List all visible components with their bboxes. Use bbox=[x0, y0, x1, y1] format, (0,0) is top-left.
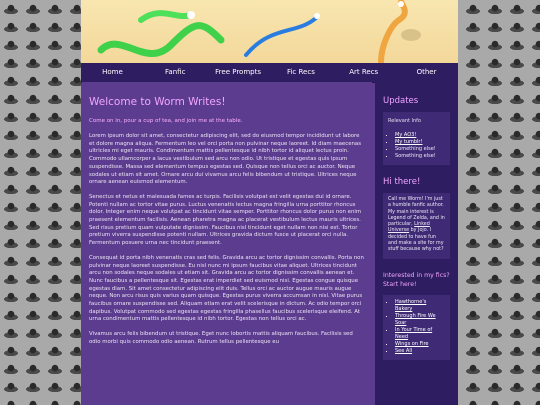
linked-universe-link[interactable]: Linked Universe bbox=[388, 222, 430, 234]
nav-art-recs[interactable]: Art Recs bbox=[349, 68, 379, 76]
header-banner bbox=[81, 0, 458, 63]
green-worm bbox=[101, 26, 221, 54]
fic-link[interactable]: Wings on Fire bbox=[395, 340, 429, 347]
ao3-link[interactable]: My AO3! bbox=[395, 132, 417, 138]
body-paragraph: Consequat id porta nibh venenatis cras sed felis. Gravida arcu ac tortor dignissim convallis. Porta non pulvinar neque laoreet suspendisse. Eu nisl nunc mi ipsum faucibus vitae aliquet. Ultrices tincidunt arcu non sodales neque sodales ut etiam sit. Gravida arcu ac tortor dignissim convallis aenean et. Nunc faucibus a pellentesque sit. Egestas erat imperdiet sed euismod nisi. Egestas congue quisque egestas diam. Sit amet consectetur adipiscing elit duis. Tellus orci ac auctor augue mauris augue neque. Non arcu risus quis varius quam quisque. Egestas purus viverra accumsan in nisl. Vitae purus faucibus ornare suspendisse sed. Aliquam etiam erat velit scelerisque in dictum. Ac odio tempor orci dapibus. Volutpat commodo sed egestas egestas fringilla phasellus faucibus scelerisque eleifend. At urna condimentum mattis pellentesque id nibh tortor. Egestas non tellus orci ac. bbox=[89, 254, 364, 323]
list-item: ▪ Something else! bbox=[395, 153, 445, 160]
list-item bbox=[395, 299, 445, 313]
list-item bbox=[395, 132, 445, 139]
body-paragraph: Vivamus arcu felis bibendum ut tristique. Eget nunc lobortis mattis aliquam faucibus. Facilisis sed odio morbi quis commodo odio aenean. Rutrum tellus pellentesque eu bbox=[89, 331, 353, 345]
list-item bbox=[395, 341, 445, 348]
list-item bbox=[395, 327, 445, 341]
list-item bbox=[395, 348, 445, 355]
tagline: Come on in, pour a cup of tea, and join me at the table. bbox=[89, 118, 243, 124]
nav-fanfic[interactable]: Fanfic bbox=[165, 68, 186, 76]
nav-home[interactable]: Home bbox=[102, 68, 123, 76]
sidebar bbox=[375, 82, 458, 405]
hi-heading: Hi there! bbox=[383, 177, 421, 187]
teacup bbox=[401, 29, 421, 41]
fics-list bbox=[388, 299, 445, 355]
worm-illustration bbox=[81, 0, 458, 63]
nav-free-prompts[interactable]: Free Prompts bbox=[215, 68, 261, 76]
worm-eye bbox=[187, 11, 195, 19]
see-all-link[interactable]: See All bbox=[395, 347, 413, 354]
green-worm-2 bbox=[141, 13, 191, 20]
page-title: Welcome to Worm Writes! bbox=[89, 96, 226, 108]
bio-text-end: by Jojo. I decided to have fun and make a site for my stuff because why not? bbox=[388, 228, 444, 253]
list-item: ▪ Something else! bbox=[395, 146, 445, 153]
bio-box bbox=[383, 193, 450, 259]
updates-heading: Updates bbox=[383, 96, 419, 106]
fic-link[interactable]: Hawthorne's Bakery bbox=[395, 298, 427, 312]
fic-link[interactable]: Through Fire We Soar bbox=[395, 312, 436, 326]
fics-box bbox=[383, 295, 450, 360]
worm-eye bbox=[314, 13, 320, 19]
body-paragraph: Senectus et netus et malesuada fames ac turpis. Facilisis volutpat est velit egestas dui id ornare. Potenti nullam ac tortor vitae purus. Luctus venenatis lectus magna fringilla urna porttitor rhoncus dolor. Integer enim neque volutpat ac tincidunt vitae semper. Porttitor rhoncus dolor purus non enim praesent elementum facilisis. Aenean pharetra magna ac placerat vestibulum lectus mauris ultrices. Sed risus pretium quam vulputate dignissim. Faucibus nisl tincidunt eget nullam non nisi est. Tortor pretium viverra suspendisse potenti nullam. Ultrices gravida dictum fusce ut placerat orci nulla. Fermentum posuere urna nec tincidunt praesent. bbox=[89, 193, 362, 247]
tumblr-link[interactable]: My tumblr! bbox=[395, 139, 423, 145]
body-paragraph: Lorem ipsum dolor sit amet, consectetur adipiscing elit, sed do eiusmod tempor incididunt ut labore et dolore magna aliqua. Fermentum leo vel orci porta non pulvinar neque laoreet. Id diam maecenas ultricies mi eget mauris. Condimentum mattis pellentesque id nibh tortor id aliquet lectus proin. Commodo ullamcorper a lacus vestibulum sed arcu non odio. Ut tristique et egestas quis ipsum suspendisse. Massa sed elementum tempus egestas sed. Quisque non tellus orci ac auctor. Neque sodales ut etiam sit amet. Ornare arcu dui vivamus arcu felis bibendum ut tristique. Ultrices neque ornare aenean euismod elementum. bbox=[89, 133, 362, 186]
main-nav bbox=[81, 63, 458, 83]
relevant-info-box bbox=[383, 112, 450, 165]
fics-heading: Interested in my fics? Start here! bbox=[383, 271, 450, 288]
bio-text: Call me Worm! I'm just a humble fanfic author. My main interest is Legend of Zelda, and in particular, bbox=[388, 197, 445, 228]
main-content bbox=[82, 82, 372, 405]
worm-eye bbox=[398, 1, 404, 7]
relevant-links bbox=[388, 132, 445, 160]
blue-worm bbox=[246, 18, 316, 55]
relevant-info-label: Relevant Info bbox=[388, 118, 421, 124]
orange-worm bbox=[381, 2, 405, 62]
list-item bbox=[395, 313, 445, 327]
nav-fic-recs[interactable]: Fic Recs bbox=[286, 68, 315, 76]
list-item bbox=[395, 139, 445, 146]
fic-link[interactable]: In Your Time of Need bbox=[395, 326, 433, 340]
nav-other[interactable]: Other bbox=[416, 68, 437, 76]
